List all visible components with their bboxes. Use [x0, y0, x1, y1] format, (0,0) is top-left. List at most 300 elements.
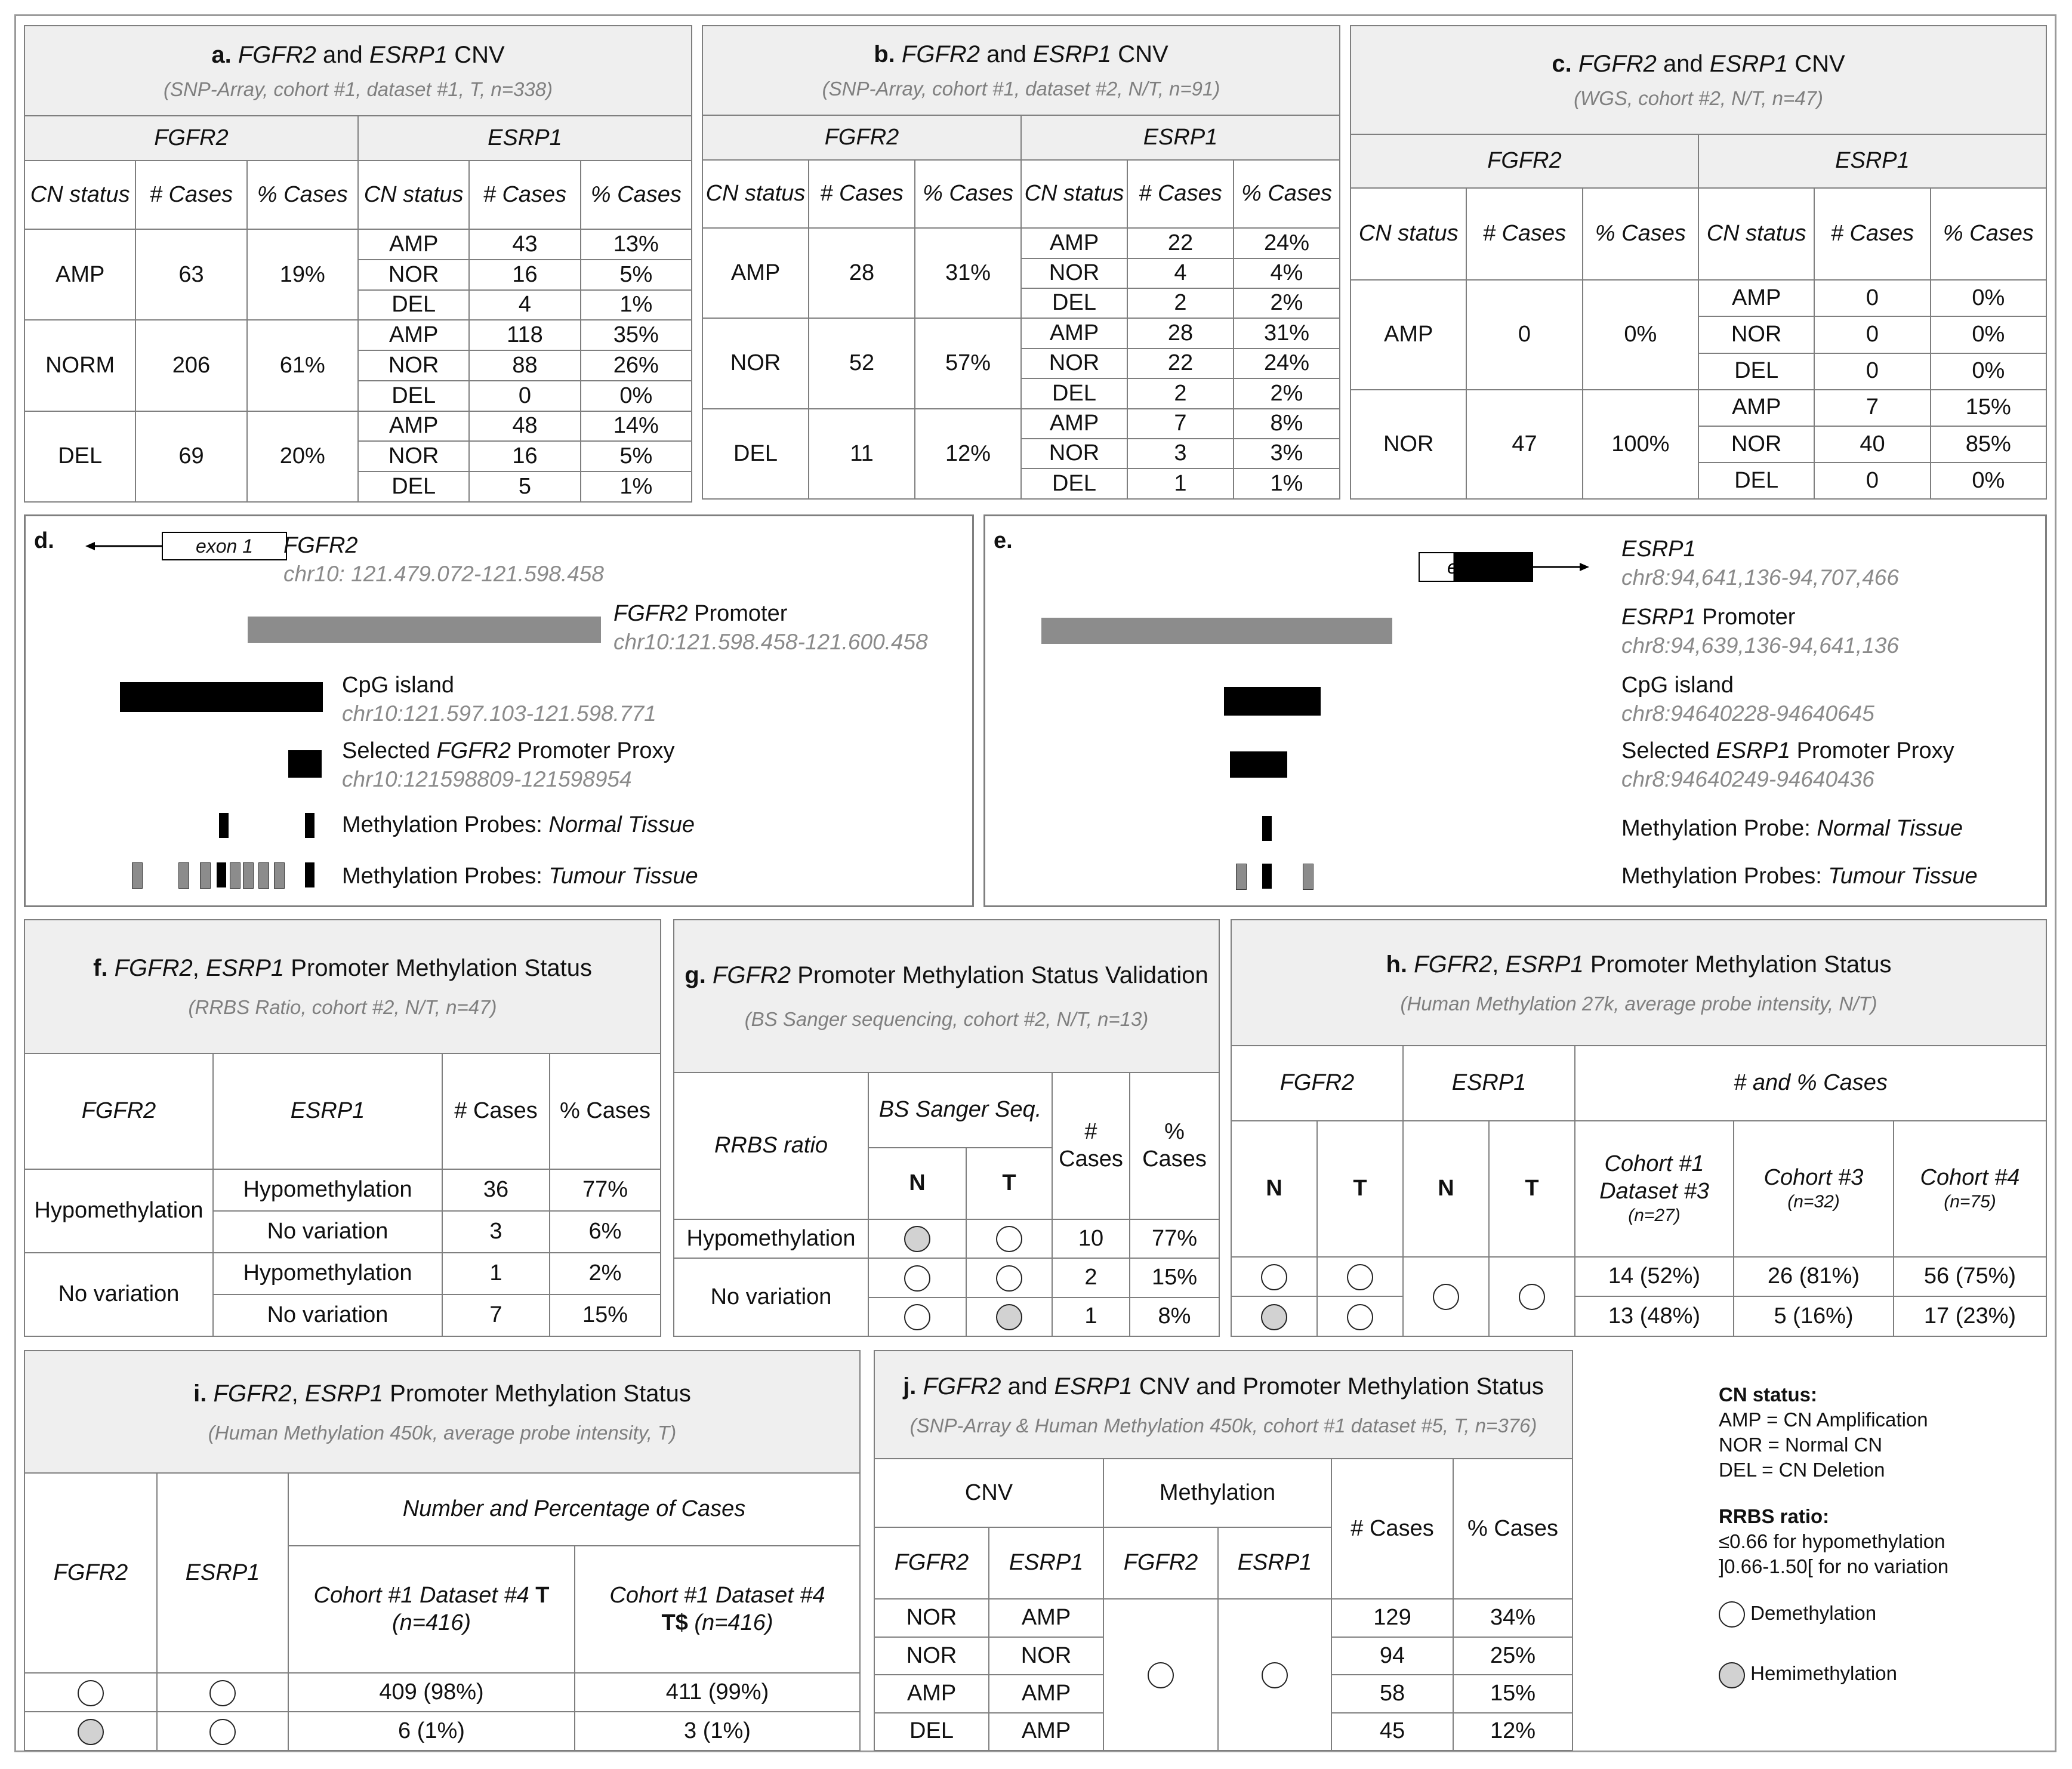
- col-esrp1: ESRP1: [157, 1473, 288, 1673]
- open-circle-icon: [209, 1680, 236, 1706]
- panel-e: [983, 514, 2047, 907]
- open-circle-icon: [209, 1719, 236, 1745]
- normal-probe: [305, 813, 314, 838]
- legend-rrbs-line: ]0.66-1.50[ for no variation: [1719, 1555, 1949, 1577]
- cases-cell: 69: [135, 411, 246, 502]
- cases-cell: 129: [1331, 1599, 1453, 1637]
- cnv-fgfr2-cell: NOR: [874, 1599, 989, 1637]
- col-esrp1: ESRP1: [213, 1053, 442, 1169]
- exon-box: exon 1: [162, 532, 287, 560]
- filled-circle-icon: [996, 1304, 1022, 1330]
- filled-circle-icon: [904, 1226, 930, 1252]
- col-cohort: Cohort #4 (n=75): [1894, 1121, 2046, 1257]
- col-cn-status: CN status: [358, 161, 469, 229]
- methylation-cell: [1317, 1296, 1403, 1336]
- panel-c-title: c. FGFR2 and ESRP1 CNV (WGS, cohort #2, N/T, n=47): [1350, 26, 2046, 134]
- normal-probe: [219, 813, 229, 838]
- legend-demethylation: Demethylation: [1719, 1601, 1948, 1628]
- col-pct: % Cases: [581, 161, 692, 229]
- proxy-label: Selected FGFR2 Promoter Proxy: [342, 738, 675, 763]
- table-cell: 16: [469, 260, 580, 290]
- table-cell: NOR: [358, 350, 469, 381]
- col-cn-status: CN status: [1021, 160, 1127, 228]
- table-cell: 4: [1127, 258, 1234, 288]
- tumour-probe: [178, 862, 189, 889]
- cases-cell: 6 (1%): [288, 1712, 575, 1750]
- col-pct: % Cases: [1931, 188, 2046, 280]
- panel-a-title: a. FGFR2 and ESRP1 CNV (SNP-Array, cohort #1, dataset #1, T, n=338): [24, 26, 692, 116]
- table-cell: 1: [442, 1253, 550, 1295]
- col-pct: % Cases: [1130, 1073, 1219, 1219]
- probes-normal-label: Methylation Probes: Normal Tissue: [342, 812, 695, 837]
- methylation-cell: [24, 1673, 157, 1712]
- table-cell: 36: [442, 1169, 550, 1211]
- fgfr2-status-cell: No variation: [24, 1253, 213, 1336]
- cases-cell: 45: [1331, 1713, 1453, 1751]
- promoter-bar: [1041, 618, 1392, 644]
- rrbs-ratio-cell: Hypomethylation: [674, 1219, 868, 1258]
- col-t: T: [1489, 1121, 1575, 1257]
- open-circle-icon: [1347, 1264, 1373, 1290]
- table-cell: NOR: [1021, 258, 1127, 288]
- table-row: [874, 1599, 1572, 1637]
- table-cell: 3: [1127, 439, 1234, 469]
- table-cell: DEL: [1021, 469, 1127, 499]
- legend-hemimethylation: Hemimethylation: [1719, 1661, 1948, 1688]
- tumour-probe: [1236, 864, 1247, 890]
- filled-circle-icon: [78, 1719, 104, 1745]
- table-row: [1350, 390, 2046, 426]
- table-cell: 8%: [1234, 409, 1340, 439]
- pct-cell: 8%: [1130, 1298, 1219, 1336]
- table-cell: AMP: [1021, 228, 1127, 258]
- panel-f-title: f. FGFR2, ESRP1 Promoter Methylation Status (RRBS Ratio, cohort #2, N/T, n=47): [24, 920, 661, 1053]
- table-cell: 14%: [581, 411, 692, 442]
- table-cell: NOR: [358, 441, 469, 471]
- table-cell: 22: [1127, 228, 1234, 258]
- table-cell: AMP: [1021, 409, 1127, 439]
- table-cell: 24%: [1234, 228, 1340, 258]
- pct-cell: 25%: [1453, 1637, 1572, 1675]
- col-pct: % Cases: [550, 1053, 661, 1169]
- table-cell: 0%: [1931, 463, 2046, 499]
- table-cell: 15%: [1931, 390, 2046, 426]
- cases-cell: 94: [1331, 1637, 1453, 1675]
- cn-status-cell: DEL: [24, 411, 135, 502]
- col-cohort-t: Cohort #1 Dataset #4 T (n=416): [288, 1546, 575, 1673]
- col-n: N: [868, 1148, 966, 1219]
- table-cell: 77%: [550, 1169, 661, 1211]
- table-cell: 0: [1814, 316, 1930, 353]
- panel-e-letter: e.: [994, 528, 1013, 553]
- table-cell: 24%: [1234, 349, 1340, 378]
- table-cell: 2: [1127, 378, 1234, 408]
- legend-rrbs-line: ≤0.66 for hypomethylation: [1719, 1530, 1945, 1552]
- col-fgfr2: FGFR2: [24, 1053, 213, 1169]
- cases-cell: 14 (52%): [1575, 1257, 1734, 1297]
- tumour-probe: [243, 862, 254, 889]
- open-circle-icon: [1519, 1284, 1545, 1310]
- table-row: [674, 1258, 1219, 1297]
- panel-a: [24, 25, 692, 503]
- promoter-proxy-bar: [1230, 751, 1287, 778]
- table-cell: 5%: [581, 441, 692, 471]
- table-cell: NOR: [1698, 426, 1814, 463]
- probes-tumour-label: Methylation Probes: Tumour Tissue: [342, 864, 698, 889]
- table-cell: 5: [469, 471, 580, 502]
- table-cell: 40: [1814, 426, 1930, 463]
- col-cases: # Cases: [1052, 1073, 1130, 1219]
- tumour-probe: [258, 862, 269, 889]
- panel-g-title: g. FGFR2 Promoter Methylation Status Validation (BS Sanger sequencing, cohort #2, N/T, n=13): [674, 920, 1219, 1073]
- methylation-cell: [157, 1712, 288, 1750]
- pct-cell: 12%: [915, 409, 1021, 499]
- col-cn-status: CN status: [1698, 188, 1814, 280]
- table-row: [24, 1673, 860, 1712]
- table-cell: Hypomethylation: [213, 1253, 442, 1295]
- col-cohort: Cohort #3 (n=32): [1734, 1121, 1894, 1257]
- normal-probe: [1262, 816, 1272, 841]
- table-cell: 3: [442, 1211, 550, 1253]
- open-circle-icon: [904, 1304, 930, 1330]
- open-circle-icon: [996, 1226, 1022, 1252]
- table-cell: DEL: [1021, 288, 1127, 318]
- table-row: [24, 411, 692, 442]
- methylation-cell: [157, 1673, 288, 1712]
- table-cell: 7: [442, 1295, 550, 1336]
- table-cell: 43: [469, 229, 580, 260]
- open-circle-icon: [1261, 1264, 1287, 1290]
- gene1-header: FGFR2: [24, 116, 358, 161]
- cases-cell: 52: [809, 318, 915, 408]
- tumour-probe: [274, 862, 285, 889]
- table-cell: 1%: [581, 290, 692, 320]
- gene2-header: ESRP1: [1021, 115, 1340, 159]
- methylation-cell: [1103, 1599, 1218, 1750]
- panel-i: [24, 1350, 861, 1751]
- panel-g: [673, 919, 1220, 1337]
- gene-label: ESRP1: [1621, 537, 1696, 562]
- cn-status-cell: AMP: [702, 228, 809, 318]
- table-row: [1350, 280, 2046, 316]
- table-cell: 13%: [581, 229, 692, 260]
- cn-status-cell: DEL: [702, 409, 809, 499]
- table-cell: AMP: [358, 411, 469, 442]
- legend: [1719, 1382, 1948, 1688]
- cases-cell: 3 (1%): [575, 1712, 860, 1750]
- panel-b: [702, 25, 1340, 500]
- cases-cell: 13 (48%): [1575, 1296, 1734, 1336]
- exon-box: exon 1: [1419, 552, 1533, 582]
- col-cnv: CNV: [874, 1459, 1103, 1527]
- table-cell: DEL: [1698, 353, 1814, 390]
- table-cell: 1%: [1234, 469, 1340, 499]
- table-cell: 1: [1127, 469, 1234, 499]
- table-cell: AMP: [358, 320, 469, 350]
- pct-cell: 20%: [247, 411, 358, 502]
- promoter-proxy-bar: [288, 750, 322, 778]
- col-pct: % Cases: [247, 161, 358, 229]
- panel-c: [1350, 25, 2047, 500]
- open-circle-icon: [996, 1265, 1022, 1292]
- table-row: [24, 320, 692, 350]
- pct-cell: 19%: [247, 229, 358, 320]
- col-fgfr2: FGFR2: [1103, 1527, 1218, 1599]
- table-row: [1231, 1257, 2046, 1297]
- cases-cell: 28: [809, 228, 915, 318]
- panel-f: [24, 919, 661, 1337]
- open-circle-icon: [1347, 1304, 1373, 1330]
- table-cell: 0: [1814, 280, 1930, 316]
- table-cell: DEL: [358, 290, 469, 320]
- table-cell: 2%: [1234, 378, 1340, 408]
- legend-cn-line: NOR = Normal CN: [1719, 1434, 1883, 1456]
- col-cohort: Cohort #1 Dataset #3 (n=27): [1575, 1121, 1734, 1257]
- probes-normal-label: Methylation Probe: Normal Tissue: [1621, 816, 1963, 841]
- methylation-cell: [868, 1258, 966, 1297]
- tumour-probe: [132, 862, 143, 889]
- methylation-cell: [966, 1219, 1052, 1258]
- col-cohort-ts: Cohort #1 Dataset #4 T$ (n=416): [575, 1546, 860, 1673]
- tumour-probe: [305, 862, 314, 887]
- col-rrbs-ratio: RRBS ratio: [674, 1073, 868, 1219]
- cnv-fgfr2-cell: AMP: [874, 1675, 989, 1712]
- table-cell: 7: [1127, 409, 1234, 439]
- pct-cell: 15%: [1453, 1675, 1572, 1712]
- col-cases: # Cases: [1466, 188, 1582, 280]
- promoter-label: FGFR2 Promoter: [613, 601, 788, 626]
- table-cell: 1%: [581, 471, 692, 502]
- promoter-label: ESRP1 Promoter: [1621, 605, 1796, 630]
- table-row: [24, 1169, 661, 1211]
- col-cases: # Cases: [1331, 1459, 1453, 1599]
- gene-label: FGFR2: [283, 533, 358, 558]
- rrbs-ratio-cell: No variation: [674, 1258, 868, 1336]
- probes-tumour-label: Methylation Probes: Tumour Tissue: [1621, 864, 1978, 889]
- cases-cell: 47: [1466, 390, 1582, 499]
- col-cases: # Cases: [442, 1053, 550, 1169]
- table-cell: AMP: [1698, 280, 1814, 316]
- legend-cn-line: AMP = CN Amplification: [1719, 1409, 1928, 1431]
- table-cell: NOR: [358, 260, 469, 290]
- arrow-right-icon: [1532, 561, 1589, 573]
- panel-j: [874, 1350, 1573, 1751]
- legend-cn-title: CN status:: [1719, 1383, 1818, 1406]
- table-cell: 16: [469, 441, 580, 471]
- table-cell: DEL: [358, 471, 469, 502]
- legend-cn-line: DEL = CN Deletion: [1719, 1459, 1885, 1481]
- table-row: [1231, 1296, 2046, 1336]
- panel-h: [1231, 919, 2047, 1337]
- col-fgfr2: FGFR2: [24, 1473, 157, 1673]
- table-cell: NOR: [1698, 316, 1814, 353]
- cases-cell: 409 (98%): [288, 1673, 575, 1712]
- table-cell: 2%: [1234, 288, 1340, 318]
- proxy-label: Selected ESRP1 Promoter Proxy: [1621, 738, 1954, 763]
- col-cn-status: CN status: [1350, 188, 1466, 280]
- table-cell: 0%: [1931, 353, 2046, 390]
- col-pct: % Cases: [915, 160, 1021, 228]
- cpg-label: CpG island: [1621, 673, 1734, 698]
- cpg-island-bar: [120, 682, 323, 712]
- open-circle-icon: [78, 1680, 104, 1706]
- panel-j-title: j. FGFR2 and ESRP1 CNV and Promoter Methylation Status (SNP-Array & Human Methylation 450k, cohort #1 dataset #5, T, n=376): [874, 1351, 1572, 1459]
- table-row: [674, 1219, 1219, 1258]
- panel-b-title: b. FGFR2 and ESRP1 CNV (SNP-Array, cohort #1, dataset #2, N/T, n=91): [702, 26, 1340, 115]
- col-methylation: Methylation: [1103, 1459, 1331, 1527]
- filled-circle-icon: [1261, 1304, 1287, 1330]
- col-cases: # Cases: [135, 161, 246, 229]
- table-cell: Hypomethylation: [213, 1169, 442, 1211]
- cases-cell: 56 (75%): [1894, 1257, 2046, 1297]
- table-cell: 7: [1814, 390, 1930, 426]
- cases-cell: 411 (99%): [575, 1673, 860, 1712]
- table-cell: NOR: [1021, 349, 1127, 378]
- cpg-coord: chr8:94640228-94640645: [1621, 701, 1874, 726]
- col-n: N: [1231, 1121, 1317, 1257]
- promoter-coord: chr8:94,639,136-94,641,136: [1621, 633, 1899, 658]
- table-cell: DEL: [1021, 378, 1127, 408]
- cn-status-cell: AMP: [1350, 280, 1466, 389]
- cases-cell: 5 (16%): [1734, 1296, 1894, 1336]
- methylation-cell: [1489, 1257, 1575, 1336]
- open-circle-icon: [1433, 1284, 1459, 1310]
- cases-cell: 26 (81%): [1734, 1257, 1894, 1297]
- table-cell: 35%: [581, 320, 692, 350]
- pct-cell: 61%: [247, 320, 358, 411]
- col-cn-status: CN status: [702, 160, 809, 228]
- col-n: N: [1403, 1121, 1489, 1257]
- cnv-fgfr2-cell: DEL: [874, 1713, 989, 1751]
- col-cn-status: CN status: [24, 161, 135, 229]
- table-cell: 15%: [550, 1295, 661, 1336]
- proxy-coord: chr10:121598809-121598954: [342, 767, 632, 791]
- panel-d-letter: d.: [34, 528, 54, 553]
- col-cases: # Cases: [1814, 188, 1930, 280]
- col-cases: # and % Cases: [1575, 1046, 2046, 1120]
- tumour-probe: [230, 862, 240, 889]
- table-cell: 48: [469, 411, 580, 442]
- pct-cell: 57%: [915, 318, 1021, 408]
- table-cell: 4: [469, 290, 580, 320]
- table-cell: DEL: [358, 381, 469, 411]
- methylation-cell: [966, 1298, 1052, 1336]
- table-cell: 0%: [1931, 316, 2046, 353]
- proxy-coord: chr8:94640249-94640436: [1621, 767, 1874, 791]
- tumour-probe: [1262, 864, 1272, 889]
- pct-cell: 12%: [1453, 1713, 1572, 1751]
- cn-status-cell: NORM: [24, 320, 135, 411]
- table-row: [24, 1253, 661, 1295]
- col-t: T: [1317, 1121, 1403, 1257]
- table-row: [24, 229, 692, 260]
- cases-cell: 1: [1052, 1298, 1130, 1336]
- pct-cell: 100%: [1583, 390, 1698, 499]
- cases-cell: 10: [1052, 1219, 1130, 1258]
- col-cases: # Cases: [1127, 160, 1234, 228]
- pct-cell: 31%: [915, 228, 1021, 318]
- panel-h-title: h. FGFR2, ESRP1 Promoter Methylation Status (Human Methylation 27k, average probe intensity, N/T): [1231, 920, 2046, 1046]
- cases-cell: 2: [1052, 1258, 1130, 1297]
- gene-coord: chr8:94,641,136-94,707,466: [1621, 565, 1899, 590]
- table-cell: 0%: [581, 381, 692, 411]
- tumour-probe: [1303, 864, 1314, 890]
- table-cell: 5%: [581, 260, 692, 290]
- open-circle-icon: [1719, 1601, 1745, 1628]
- col-cases: # Cases: [809, 160, 915, 228]
- gene-coord: chr10: 121.479.072-121.598.458: [283, 562, 604, 586]
- col-pct: % Cases: [1583, 188, 1698, 280]
- cnv-esrp1-cell: NOR: [989, 1637, 1103, 1675]
- table-cell: 2: [1127, 288, 1234, 318]
- fgfr2-status-cell: Hypomethylation: [24, 1169, 213, 1253]
- col-fgfr2: FGFR2: [874, 1527, 989, 1599]
- methylation-cell: [1403, 1257, 1489, 1336]
- table-cell: 0: [1814, 353, 1930, 390]
- table-cell: 6%: [550, 1211, 661, 1253]
- cn-status-cell: AMP: [24, 229, 135, 320]
- col-pct: % Cases: [1453, 1459, 1572, 1599]
- cnv-esrp1-cell: AMP: [989, 1675, 1103, 1712]
- cpg-island-bar: [1224, 687, 1321, 716]
- table-cell: No variation: [213, 1295, 442, 1336]
- table-cell: 26%: [581, 350, 692, 381]
- pct-cell: 15%: [1130, 1258, 1219, 1297]
- tumour-probe: [200, 862, 211, 889]
- tumour-probe: [217, 862, 226, 887]
- col-pct: % Cases: [1234, 160, 1340, 228]
- table-cell: 0: [469, 381, 580, 411]
- col-t: T: [966, 1148, 1052, 1219]
- table-cell: 22: [1127, 349, 1234, 378]
- cpg-label: CpG island: [342, 673, 454, 698]
- cnv-fgfr2-cell: NOR: [874, 1637, 989, 1675]
- col-esrp1: ESRP1: [1218, 1527, 1331, 1599]
- table-row: [24, 1712, 860, 1750]
- cases-cell: 0: [1466, 280, 1582, 389]
- table-row: [702, 409, 1340, 439]
- cnv-esrp1-cell: AMP: [989, 1599, 1103, 1637]
- pct-cell: 0%: [1583, 280, 1698, 389]
- col-cases: Number and Percentage of Cases: [288, 1473, 860, 1546]
- col-esrp1: ESRP1: [1403, 1046, 1575, 1120]
- col-fgfr2: FGFR2: [1231, 1046, 1403, 1120]
- gene1-header: FGFR2: [1350, 134, 1698, 188]
- cases-cell: 63: [135, 229, 246, 320]
- table-cell: 2%: [550, 1253, 661, 1295]
- table-cell: DEL: [1698, 463, 1814, 499]
- table-cell: AMP: [1698, 390, 1814, 426]
- table-cell: No variation: [213, 1211, 442, 1253]
- promoter-bar: [248, 617, 601, 643]
- table-cell: NOR: [1021, 439, 1127, 469]
- open-circle-icon: [1148, 1662, 1174, 1688]
- table-cell: 3%: [1234, 439, 1340, 469]
- table-cell: 118: [469, 320, 580, 350]
- methylation-cell: [966, 1258, 1052, 1297]
- gene1-header: FGFR2: [702, 115, 1021, 159]
- panel-d: [24, 514, 974, 907]
- methylation-cell: [1317, 1257, 1403, 1297]
- methylation-cell: [868, 1298, 966, 1336]
- methylation-cell: [1231, 1257, 1317, 1297]
- table-cell: 28: [1127, 318, 1234, 348]
- table-cell: AMP: [358, 229, 469, 260]
- table-cell: 85%: [1931, 426, 2046, 463]
- table-cell: 31%: [1234, 318, 1340, 348]
- table-cell: AMP: [1021, 318, 1127, 348]
- open-circle-icon: [904, 1265, 930, 1292]
